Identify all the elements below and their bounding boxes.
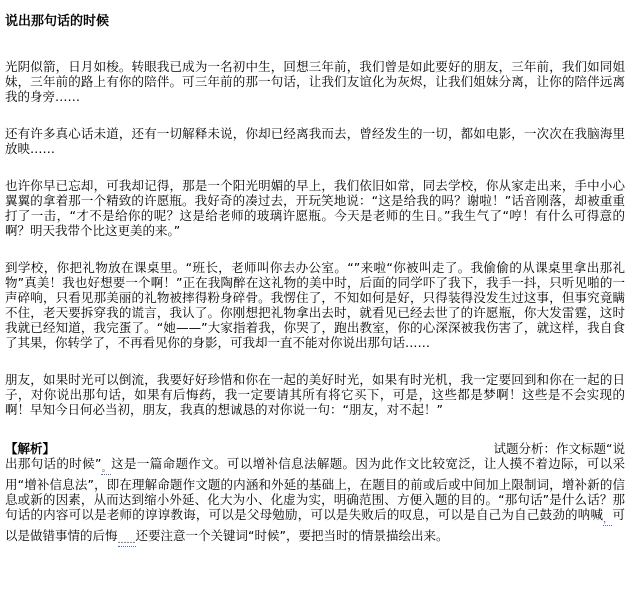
- analysis-label: 【解析】: [5, 441, 56, 456]
- analysis-header: [5, 441, 625, 456]
- annotation-mark: ，: [603, 515, 613, 525]
- annotation-mark: 。: [101, 464, 112, 474]
- annotation-mark: ……: [117, 536, 136, 546]
- essay-paragraph: 还有许多真心话未道，还有一切解释未说，你却已经离我而去，曾经发生的一切，都如电影，一次次在我脑海里放映……: [5, 126, 625, 156]
- essay-paragraph: 到学校，你把礼物放在课桌里。“班长，老师叫你去办公室。“”来啦“你被叫走了。我偷偷的从课桌里拿出那礼物”真美！我也好想要一个啊！”正在我陶醉在这礼物的美中时，后面的同学吓了我下，我手一抖，只听见啪的一声碎响，只看见那美丽的礼物被摔得粉身碎骨。我愣住了，不知如何是好，只得装得没发生过这事，但事究竟瞒不住，老天要拆穿我的谎言，我认了。你刚想把礼物拿出去时，就看见已经去世了的许愿瓶，你大发雷霆，这时我就已经知道，我完蛋了。“她——”大家指着我，你哭了，跑出教室，你的心深深被我伤害了，就这样，我自食了其果，你转学了，不再看见你的身影，可我却一直不能对你说出那句话……: [5, 260, 625, 350]
- analysis-intro: 试题分析：作文标题“说: [493, 441, 625, 456]
- analysis-text: 还要注意一个关键词“时候”，要把当时的情景描绘出来。: [135, 528, 449, 543]
- essay-paragraph: 朋友，如果时光可以倒流，我要好好珍惜和你在一起的美好时光，如果有时光机，我一定要回到和你在一起的日子，对你说出那句话，如果有后悔药，我一定要请其所有将它买下，可是，这些都是梦啊！这些是不会实现的啊！早知今日何必当初，朋友，我真的想诚恳的对你说一句：“朋友，对不起！”: [5, 372, 625, 417]
- analysis-body: [5, 456, 625, 549]
- essay-paragraph: 也许你早已忘却，可我却记得，那是一个阳光明媚的早上，我们依旧如常，同去学校，你从家走出来，手中小心翼翼的拿着那一个精致的许愿瓶。我好奇的凑过去，开玩笑地说：“这是给我的吗？谢啦！”话音刚落，却被重重打了一击，“才不是给你的呢？这是给老师的玻璃许愿瓶。今天是老师的生日。”我生气了“哼！有什么可得意的啊？明天我带个比这更美的来。”: [5, 178, 625, 238]
- essay-paragraphs: [5, 59, 625, 417]
- essay-paragraph: 光阴似箭，日月如梭。转眼我已成为一名初中生，回想三年前，我们曾是如此要好的朋友，三年前，我们如同姐妹，三年前的路上有你的陪伴。可三年前的那一句话，让我们友谊化为灰烬，让我们姐妹分离，让你的陪伴远离我的身旁……: [5, 59, 625, 104]
- essay-title: 说出那句话的时候: [5, 14, 110, 29]
- analysis-text: 出那句话的时候”: [5, 456, 102, 471]
- analysis-text: 可以是做错事情的后悔: [5, 507, 625, 543]
- analysis-text: 这是一篇命题作文。可以增补信息法解题。因为此作文比较宽泛，让人摸不着边际，可以采用“增补信息法”，即在理解命题作文题的内涵和外延的基础上，在题目的前或后或中间加上限制词，增补新的信息或新的因素，从而达到缩小外延、化大为小、化虚为实，明确范围、方便入题的目的。“那句话”是什么话？那句话的内容可以是老师的谆谆教诲，可以是父母勉励，可以是失败后的叹息，可以是自己为自己鼓劲的呐喊: [5, 456, 625, 522]
